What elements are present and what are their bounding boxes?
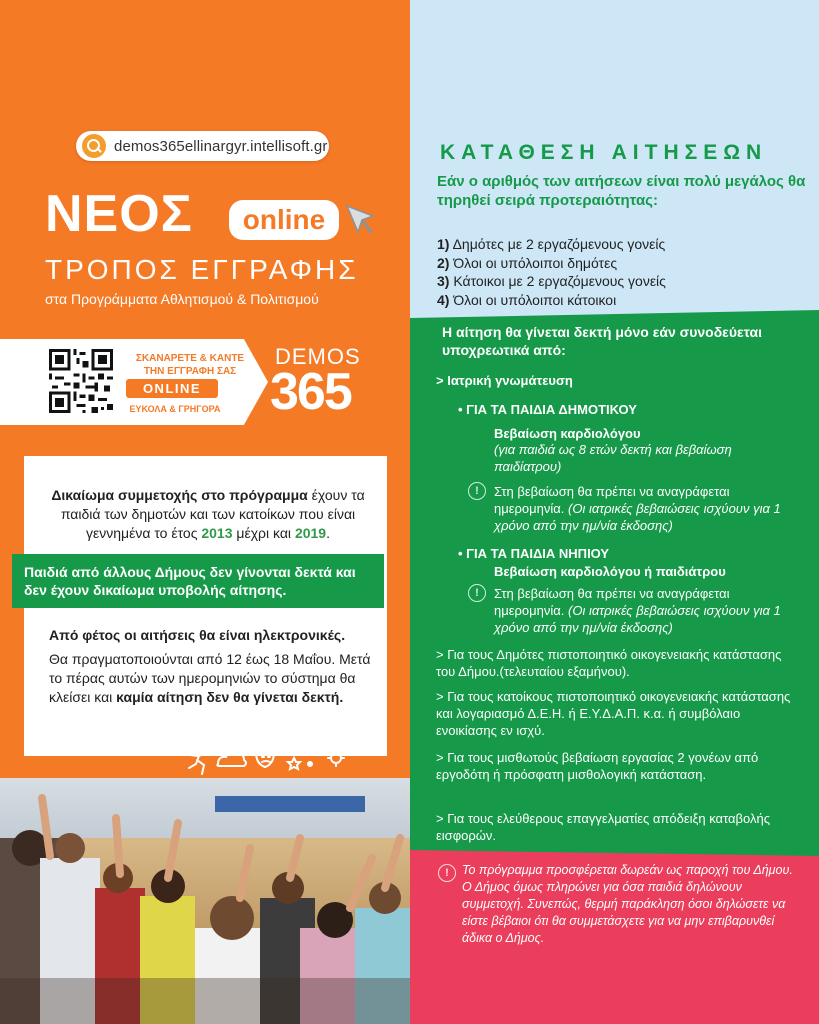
priority-text: Δημότες με 2 εργαζόμενους γονείς xyxy=(449,236,666,252)
children-silhouettes xyxy=(0,778,410,1024)
cursor-icon xyxy=(344,203,376,237)
scan-easy-fast: ΕΥΚΟΛΑ & ΓΡΗΓΟΡΑ xyxy=(129,404,221,414)
warning-validity: (Οι ιατρικές βεβαιώσεις ισχύουν για 1 χρόνο από την ημ/νία έκδοσης) xyxy=(494,501,781,533)
star-icon xyxy=(288,758,300,769)
eligibility-bold: Δικαίωμα συμμετοχής στο πρόγραμμα xyxy=(51,487,308,503)
year-to: 2019 xyxy=(294,525,327,541)
eligibility-mid: μέχρι και xyxy=(232,525,295,541)
other-municipality-notice: Παιδιά από άλλους Δήμους δεν γίνονται δεκτά και δεν έχουν δικαίωμα υποβολής αίτησης. xyxy=(24,564,356,598)
priority-num: 2) xyxy=(437,254,450,271)
primary-cert-title: Βεβαίωση καρδιολόγου xyxy=(494,426,641,441)
demos-logo-text: DEMOS xyxy=(275,344,361,369)
search-icon xyxy=(82,134,106,158)
cloud-icon xyxy=(217,752,246,766)
priority-list xyxy=(437,235,807,309)
kindergarten-cert-title: Βεβαίωση καρδιολόγου ή παιδιάτρου xyxy=(494,564,726,579)
dates-bold: καμία αίτηση δεν θα γίνεται δεκτή. xyxy=(116,689,344,705)
online-badge: online xyxy=(229,200,339,240)
eligibility-text xyxy=(48,486,368,543)
qr-code[interactable] xyxy=(49,349,113,413)
priority-text: Όλοι οι υπόλοιποι κάτοικοι xyxy=(449,291,617,308)
eligibility-end: . xyxy=(326,525,330,541)
warning-text: Στη βεβαίωση θα πρέπει να αναγράφεται ημερομηνία. xyxy=(494,586,730,618)
free-program-note: Το πρόγραμμα προσφέρεται δωρεάν ως παροχή του Δήμου. Ο Δήμος όμως πληρώνει για όσα παιδιά δηλώνουν συμμετοχή. Συνεπώς, θερμή παράκληση όσοι δηλώσετε να είστε βέβαιοι ότι θα συμμετάσχετε για να μην επιβαρυνθεί άδικα ο Δήμος. xyxy=(462,863,793,945)
warning-icon: ! xyxy=(438,864,456,882)
priority-item xyxy=(437,254,807,273)
priority-num: 4) xyxy=(437,291,450,308)
requirement-residents: > Για τους κατοίκους πιστοποιητικό οικογενειακής κατάστασης και λογαριασμό Δ.Ε.Η. ή Ε.Υ.Δ.Α.Π. κ.α. ή συμβόλαιο ενοικίασης εν ισχύ. xyxy=(436,689,791,738)
running-icon xyxy=(189,745,206,774)
priority-item xyxy=(437,272,807,291)
requirement-citizens: > Για τους Δημότες πιστοποιητικό οικογενειακής κατάστασης του Δήμου.(τελευταίου εξαμήνου). xyxy=(436,647,782,679)
warning-icon: ! xyxy=(468,584,486,602)
gear-icon xyxy=(328,720,380,766)
dates-text: Θα πραγματοποιούνται από 12 έως 18 Μαΐου. Μετά το πέρας αυτών των ημερομηνιών το σύστημα θα κλείσει και xyxy=(49,651,371,705)
scan-online-badge: ONLINE xyxy=(126,379,218,398)
scan-line-1: ΣΚΑΝΑΡΕΤΕ & ΚΑΝΤΕ xyxy=(135,353,245,364)
priority-num: 1) xyxy=(437,236,450,252)
warning-validity: (Οι ιατρικές βεβαιώσεις ισχύουν για 1 χρόνο από την ημ/νία έκδοσης) xyxy=(494,603,781,635)
scan-instruction xyxy=(115,352,265,378)
headline-new: ΝΕΟΣ xyxy=(45,185,193,243)
year-from: 2013 xyxy=(201,525,233,541)
priority-item xyxy=(437,235,807,254)
application-dates xyxy=(49,650,379,707)
warning-text: Στη βεβαίωση θα πρέπει να αναγράφεται ημερομηνία. xyxy=(494,484,730,516)
date-warning xyxy=(494,483,794,534)
children-photo xyxy=(0,778,410,1024)
priority-item xyxy=(437,291,807,310)
priority-text: Κάτοικοι με 2 εργαζόμενους γονείς xyxy=(449,273,666,289)
requirements-heading: Η αίτηση θα γίνεται δεκτή μόνο εάν συνοδεύεται υποχρεωτικά από: xyxy=(442,324,762,358)
right-panel xyxy=(410,0,819,1024)
scan-line-2: ΤΗΝ ΕΓΓΡΑΦΗ ΣΑΣ xyxy=(143,366,237,377)
priority-num: 3) xyxy=(437,273,450,289)
priority-text: Όλοι οι υπόλοιποι δημότες xyxy=(449,254,618,271)
primary-cert-note: (για παιδιά ως 8 ετών δεκτή και βεβαίωση παιδίατρου) xyxy=(494,442,732,474)
masks-icon xyxy=(256,750,274,767)
website-url: demos365ellinargyr.intellisoft.gr xyxy=(114,137,328,155)
priority-subtitle: Εάν ο αριθμός των αιτήσεων είναι πολύ μεγάλος θα τηρηθεί σειρά προτεραιότητας: xyxy=(437,173,806,209)
requirement-employees: > Για τους μισθωτούς βεβαίωση εργασίας 2 γονέων από εργοδότη ή πρόσφατη μισθολογική κατάσταση. xyxy=(436,750,759,782)
warning-icon: ! xyxy=(468,482,486,500)
date-warning-2 xyxy=(494,585,794,636)
demos-logo-number: 365 xyxy=(270,363,351,421)
eligibility-rest: έχουν τα παιδιά των δημοτών και των κατοίκων που είναι γεννημένα το έτος xyxy=(60,487,365,541)
headline-method: ΤΡΟΠΟΣ ΕΓΓΡΑΦΗΣ xyxy=(45,254,359,285)
requirement-freelancers: > Για τους ελεύθερους επαγγελματίες απόδειξη καταβολής εισφορών. xyxy=(436,811,770,843)
activity-doodles xyxy=(178,712,388,778)
medical-opinion: > Ιατρική γνωμάτευση xyxy=(436,373,573,388)
electronic-applications: Από φέτος οι αιτήσεις θα είναι ηλεκτρονικές. xyxy=(49,627,346,643)
applications-title: ΚΑΤΑΘΕΣΗ ΑΙΤΗΣΕΩΝ xyxy=(440,141,768,164)
kindergarten-label: • ΓΙΑ ΤΑ ΠΑΙΔΙΑ ΝΗΠΙΟΥ xyxy=(458,546,610,561)
url-pill[interactable] xyxy=(76,131,329,161)
headline-programs: στα Προγράμματα Αθλητισμού & Πολιτισμού xyxy=(45,291,319,307)
primary-school-label: • ΓΙΑ ΤΑ ΠΑΙΔΙΑ ΔΗΜΟΤΙΚΟΥ xyxy=(458,402,637,417)
